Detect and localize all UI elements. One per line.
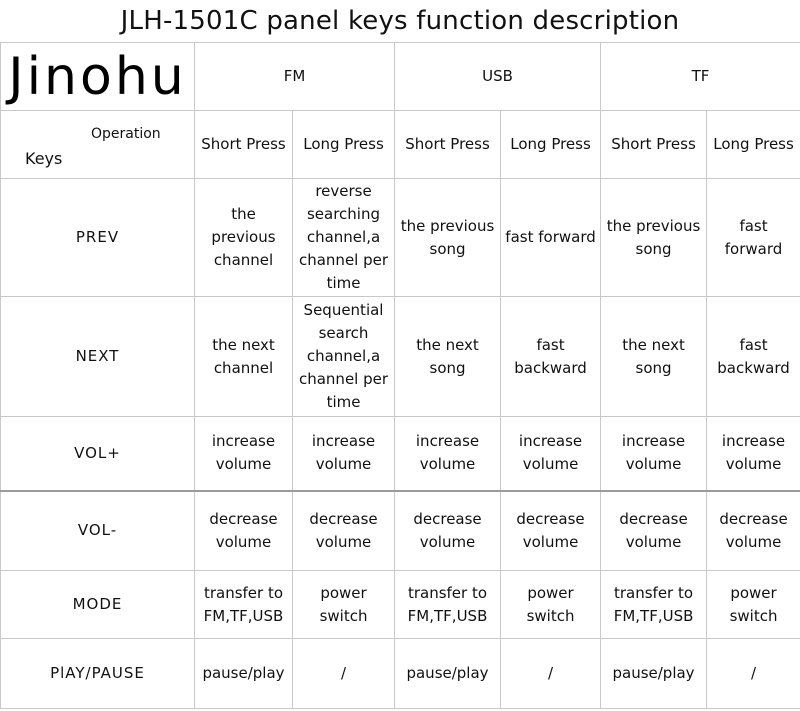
brand-cell: [1, 43, 195, 111]
function-cell: /: [707, 639, 800, 709]
function-cell: fast backward: [707, 297, 800, 417]
subheader-cell: Long Press: [293, 111, 395, 179]
table-row: [1, 491, 800, 571]
key-name: VOL-: [1, 491, 195, 571]
function-cell: increase volume: [195, 417, 293, 491]
table-row: [1, 417, 800, 491]
function-cell: the next song: [601, 297, 707, 417]
subheader-cell: Short Press: [195, 111, 293, 179]
function-cell: decrease volume: [601, 491, 707, 571]
function-cell: the previous song: [601, 179, 707, 297]
function-table: [0, 42, 800, 709]
function-cell: decrease volume: [293, 491, 395, 571]
brand-logo-text: Jinohu: [8, 46, 187, 107]
function-cell: Sequential search channel,a channel per time: [293, 297, 395, 417]
key-name: PREV: [1, 179, 195, 297]
key-name: PlAY/PAUSE: [1, 639, 195, 709]
function-cell: pause/play: [601, 639, 707, 709]
function-cell: increase volume: [501, 417, 601, 491]
function-cell: the previous song: [395, 179, 501, 297]
function-cell: /: [293, 639, 395, 709]
function-cell: increase volume: [293, 417, 395, 491]
function-cell: the previous channel: [195, 179, 293, 297]
table-row: [1, 297, 800, 417]
group-header-tf: TF: [601, 43, 800, 111]
corner-header: [1, 111, 195, 179]
function-cell: increase volume: [601, 417, 707, 491]
function-cell: transfer to FM,TF,USB: [395, 571, 501, 639]
function-cell: fast backward: [501, 297, 601, 417]
table-row: [1, 639, 800, 709]
table-row: [1, 571, 800, 639]
function-cell: reverse searching channel,a channel per time: [293, 179, 395, 297]
function-cell: the next song: [395, 297, 501, 417]
function-cell: power switch: [293, 571, 395, 639]
function-cell: decrease volume: [501, 491, 601, 571]
group-header-fm: FM: [195, 43, 395, 111]
group-header-usb: USB: [395, 43, 601, 111]
table-row: [1, 179, 800, 297]
function-cell: transfer to FM,TF,USB: [195, 571, 293, 639]
function-cell: pause/play: [195, 639, 293, 709]
subheader-cell: Short Press: [395, 111, 501, 179]
function-cell: power switch: [501, 571, 601, 639]
group-header-row: [1, 43, 800, 111]
subheader-cell: Short Press: [601, 111, 707, 179]
function-cell: pause/play: [395, 639, 501, 709]
function-cell: decrease volume: [395, 491, 501, 571]
function-cell: decrease volume: [707, 491, 800, 571]
key-name: VOL+: [1, 417, 195, 491]
page-title: JLH-1501C panel keys function description: [120, 6, 680, 36]
subheader-row: [1, 111, 800, 179]
function-cell: transfer to FM,TF,USB: [601, 571, 707, 639]
keys-label: Keys: [25, 149, 63, 168]
function-cell: fast forward: [707, 179, 800, 297]
key-name: MODE: [1, 571, 195, 639]
function-cell: power switch: [707, 571, 800, 639]
function-cell: increase volume: [395, 417, 501, 491]
key-name: NEXT: [1, 297, 195, 417]
function-cell: /: [501, 639, 601, 709]
function-cell: increase volume: [707, 417, 800, 491]
function-cell: fast forward: [501, 179, 601, 297]
subheader-cell: Long Press: [707, 111, 800, 179]
function-cell: decrease volume: [195, 491, 293, 571]
function-cell: the next channel: [195, 297, 293, 417]
operation-label: Operation: [91, 126, 161, 142]
subheader-cell: Long Press: [501, 111, 601, 179]
